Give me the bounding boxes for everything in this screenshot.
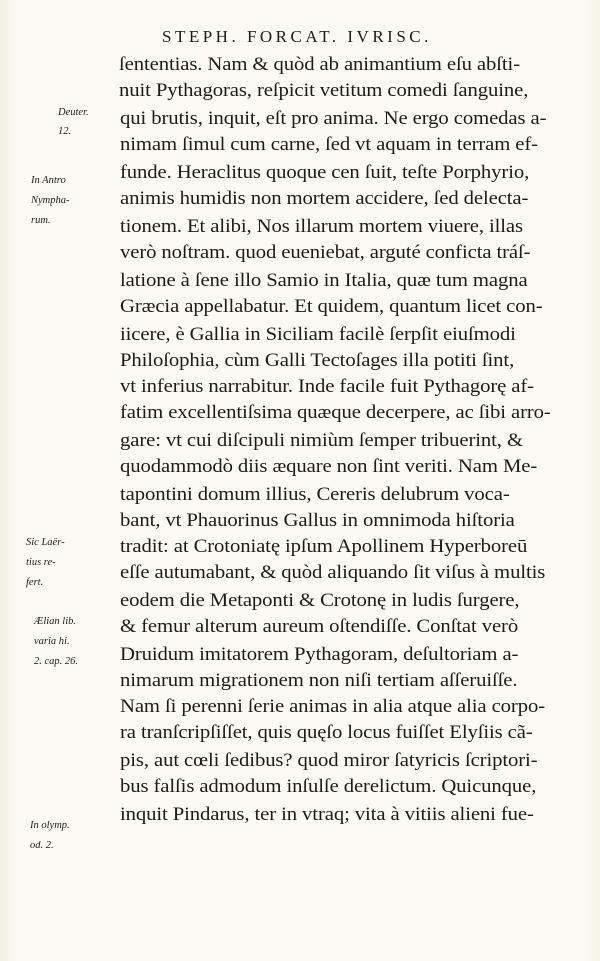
text-line: Græcia appellabatur. Et quidem, quantum licet con-: [120, 297, 543, 317]
text-line: pis, aut cœli ſedibus? quod miror ſatyricis ſcriptori-: [120, 751, 538, 771]
text-line: & femur alterum aureum oſtendiſſe. Conſtat verò: [120, 617, 519, 637]
text-line: tionem. Et alibi, Nos illarum mortem viuere, illas: [120, 217, 523, 237]
text-line: ſententias. Nam & quòd ab animantium eſu abſti-: [119, 55, 520, 75]
margin-note: Sic Laër-: [26, 537, 65, 548]
margin-note: In Antro: [31, 175, 66, 186]
text-line: funde. Heraclitus quoque cen ſuit, teſte Porphyrio,: [120, 163, 530, 183]
margin-note: In olymp.: [30, 820, 70, 831]
text-line: eſſe autumabant, & quòd aliquando ſit viſus à multis: [120, 563, 546, 583]
text-line: latione à ſene illo Samio in Italia, quæ tum magna: [120, 271, 528, 291]
text-line: nimarum migrationem non niſi tertiam aſſeruiſſe.: [120, 671, 518, 691]
margin-note: tius re-: [26, 557, 56, 568]
margin-note: Ælian lib.: [34, 616, 77, 627]
text-line: bus falſis admodum inſulſe derelictum. Quicunque,: [120, 777, 537, 797]
margin-note: od. 2.: [30, 840, 54, 851]
text-line: animis humidis non mortem accidere, ſed delecta-: [120, 189, 529, 209]
text-line: qui brutis, inquit, eſt pro anima. Ne ergo comedas a-: [120, 109, 547, 129]
text-line: verò noſtram. quod eueniebat, arguté conficta tráſ-: [120, 243, 531, 263]
text-line: quodammodò diis æquare non ſint veriti. Nam Me-: [120, 457, 538, 477]
margin-note: rum.: [31, 215, 51, 226]
text-line: inquit Pindarus, ter in vtraq; vita à vitiis alieni fue-: [120, 805, 534, 825]
text-line: Philoſophia, cùm Galli Tectoſages illa potiti ſint,: [120, 351, 515, 371]
text-line: tradit: at Crotoniatę ipſum Apollinem Hyperboreū: [120, 537, 528, 557]
text-line: Nam ſi perenni ſerie animas in alia atque alia corpo-: [120, 697, 545, 717]
margin-note: fert.: [26, 577, 44, 588]
margin-note: varia hi.: [34, 636, 70, 647]
text-line: nuit Pythagoras, reſpicit vetitum comedi ſanguine,: [119, 81, 529, 101]
text-line: tapontini domum illius, Cereris delubrum voca-: [120, 485, 510, 505]
text-line: nimam ſimul cum carne, ſed vt aquam in terram ef-: [120, 135, 538, 155]
text-line: gare: vt cui diſcipuli nimiùm ſemper tribuerint, &: [120, 431, 523, 451]
text-line: ra tranſcripſiſſet, quis quęſo locus fuiſſet Elyſiis cã-: [120, 723, 533, 743]
running-head: STEPH. FORCAT. IVRISC.: [162, 27, 432, 46]
text-line: bant, vt Phauorinus Gallus in omnimoda hiſtoria: [120, 511, 515, 531]
margin-note: 2. cap. 26.: [34, 656, 79, 667]
margin-note: Nympha-: [31, 195, 70, 206]
text-line: iicere, è Gallia in Siciliam facilè ſerpſit eiuſmodi: [120, 325, 516, 345]
text-line: fatim excellentiſsima quæque decerpere, ac ſibi arro-: [120, 403, 551, 423]
text-line: vt inferius narrabitur. Inde facile fuit Pythagorę af-: [120, 377, 534, 397]
margin-note: 12.: [58, 126, 72, 137]
text-line: Druidum imitatorem Pythagoram, deſultoriam a-: [120, 645, 519, 665]
margin-note: Deuter.: [58, 107, 89, 118]
text-line: eodem die Metaponti & Crotonę in ludis ſurgere,: [120, 591, 520, 611]
